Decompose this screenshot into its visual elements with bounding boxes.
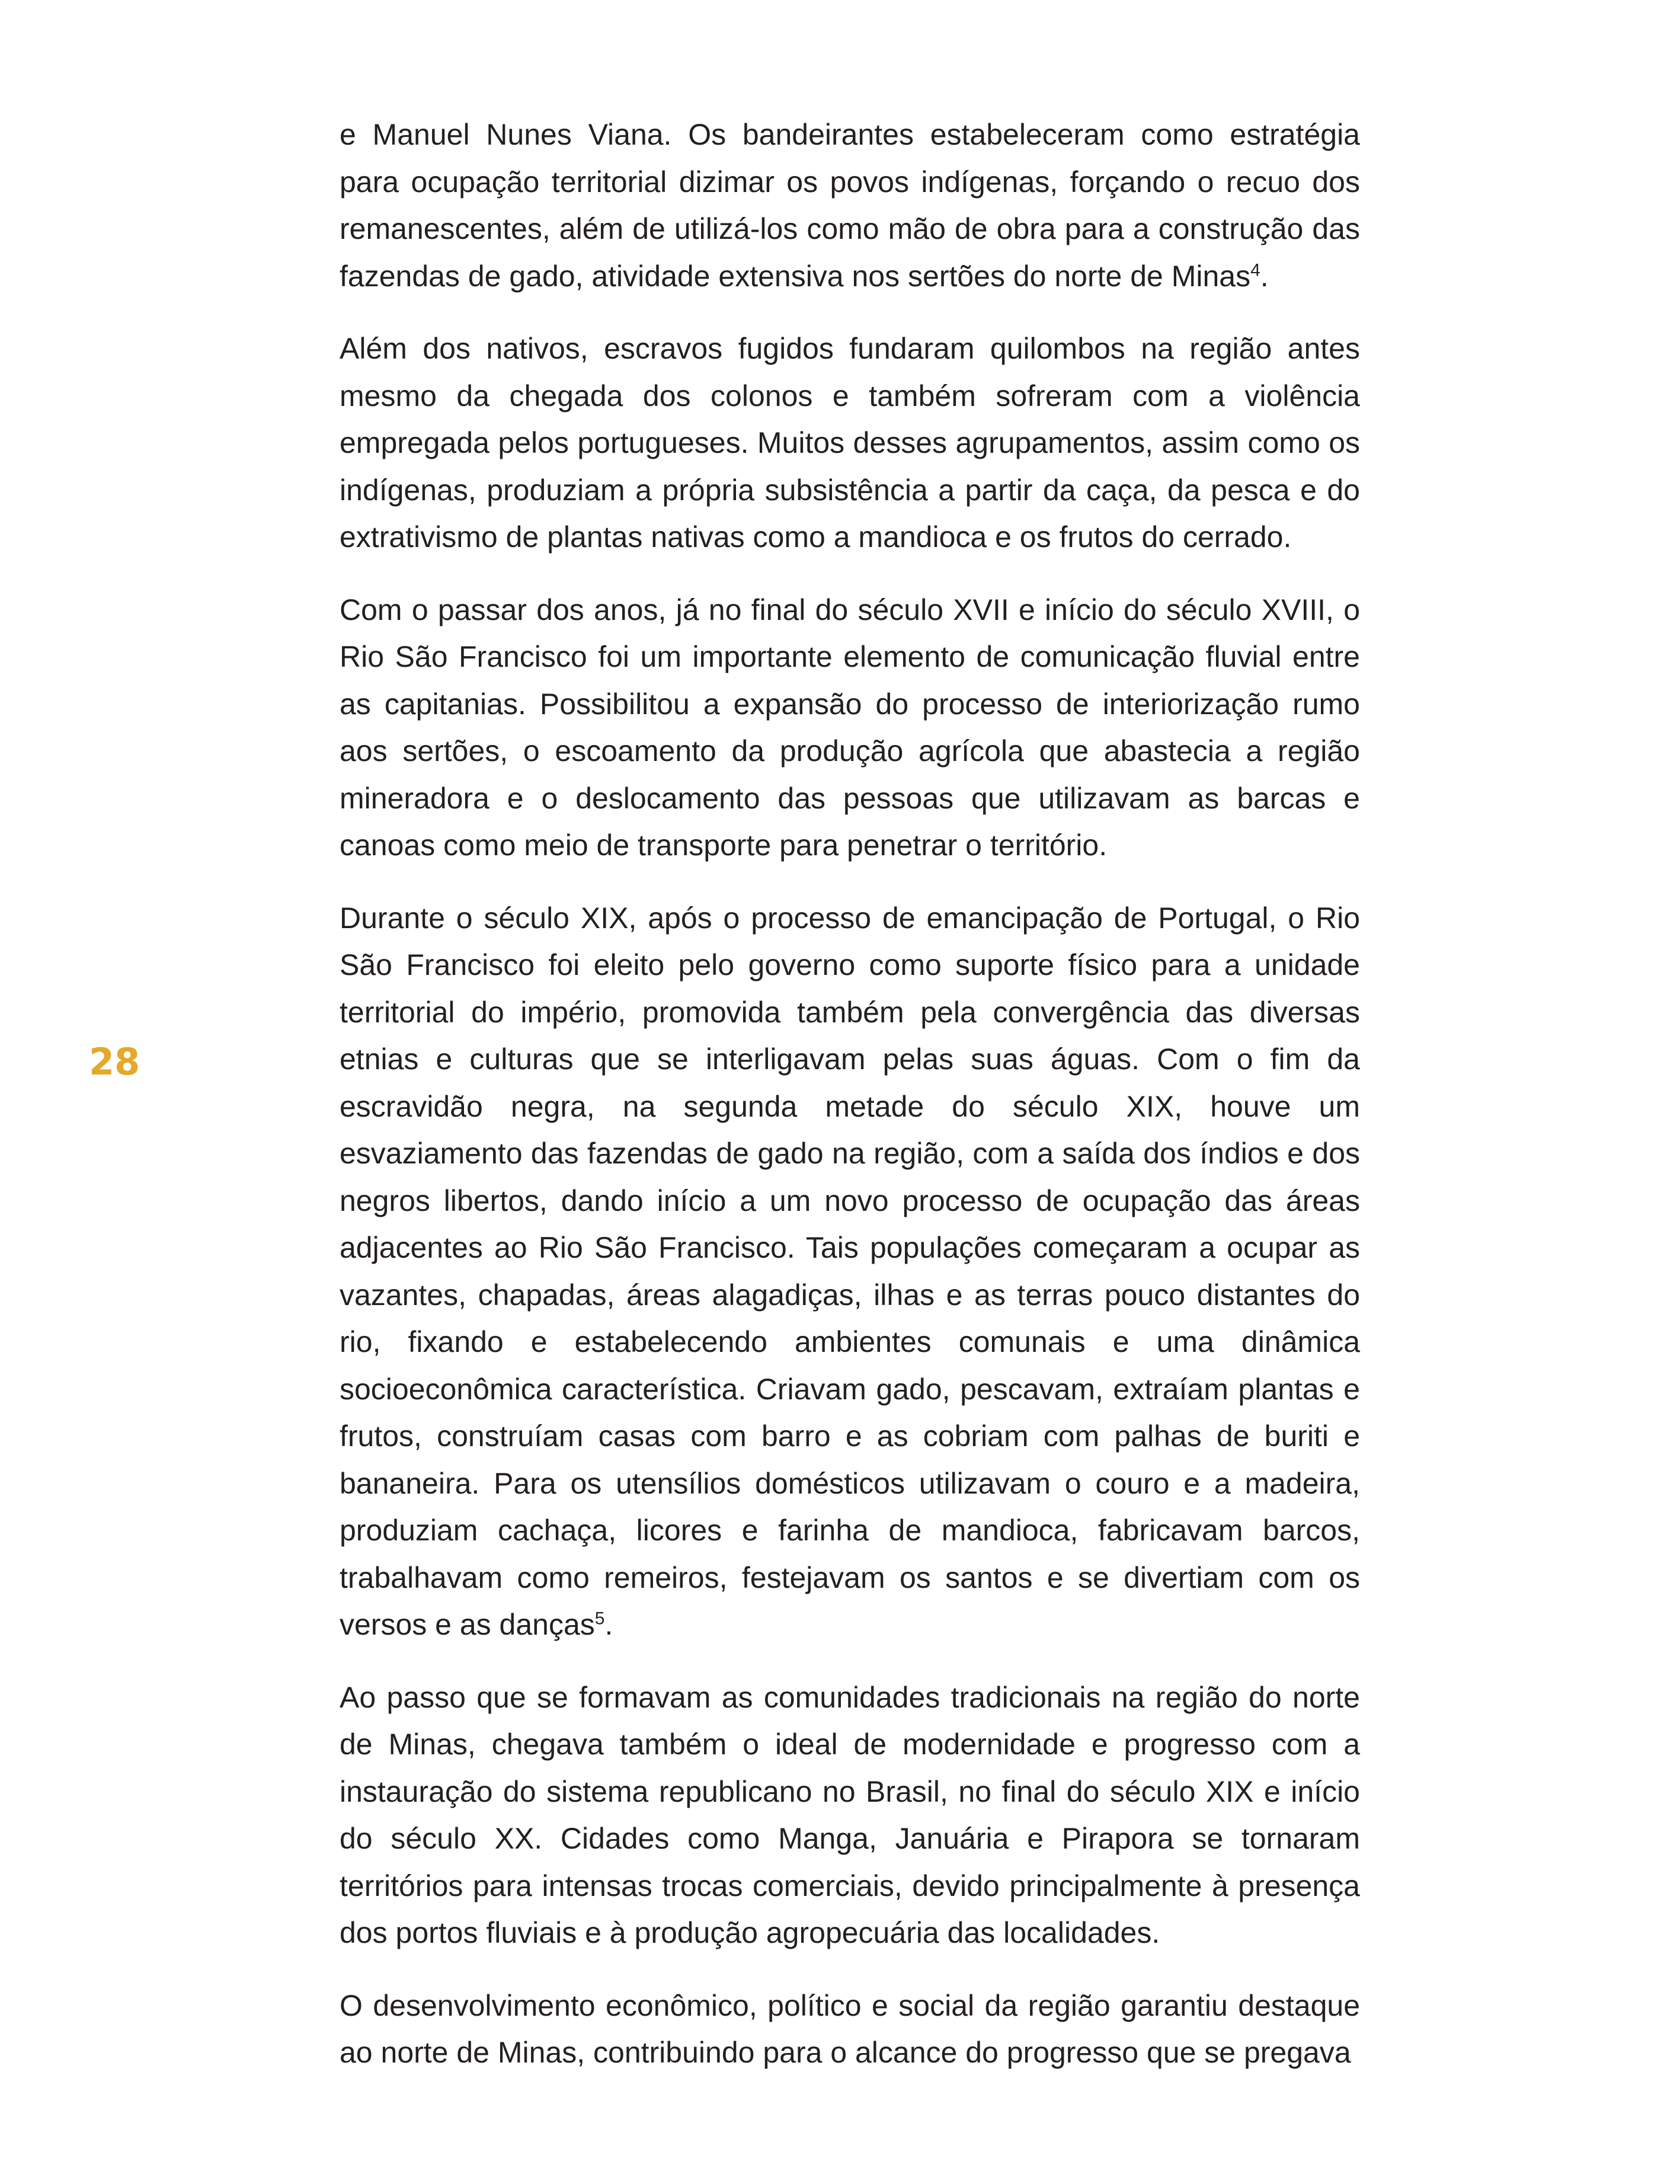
paragraph-1 [340, 111, 1360, 300]
body-text [340, 111, 1360, 2077]
footnote-reference-5[interactable]: 5 [594, 1609, 605, 1629]
paragraph-6 [340, 1982, 1360, 2077]
page-number: 28 [89, 1040, 140, 1083]
paragraph-text: O desenvolvimento econômico, político e social da região garantiu destaque ao norte de Minas, contribuindo para o alcance do progresso que se pregava [340, 1988, 1360, 2069]
footnote-reference-4[interactable]: 4 [1250, 260, 1260, 280]
paragraph-end-punctuation: . [604, 1608, 613, 1641]
paragraph-text: e Manuel Nunes Viana. Os bandeirantes estabeleceram como estratégia para ocupação territorial dizimar os povos indígenas, forçando o recuo dos remanescentes, além de utilizá-los como mão de obra para a construção das fazendas de gado, atividade extensiva nos sertões do norte de Minas [340, 118, 1360, 293]
paragraph-5 [340, 1674, 1360, 1957]
paragraph-2 [340, 325, 1360, 561]
paragraph-text: Além dos nativos, escravos fugidos fundaram quilombos na região antes mesmo da chegada dos colonos e também sofreram com a violência empregada pelos portugueses. Muitos desses agrupamentos, assim como os indígenas, produziam a própria subsistência a partir da caça, da pesca e do extrativismo de plantas nativas como a mandioca e os frutos do cerrado. [340, 332, 1360, 554]
paragraph-4 [340, 895, 1360, 1649]
paragraph-end-punctuation: . [1260, 259, 1269, 293]
paragraph-text: Com o passar dos anos, já no final do século XVII e início do século XVIII, o Rio São Francisco foi um importante elemento de comunicação fluvial entre as capitanias. Possibilitou a expansão do processo de interiorização rumo aos sertões, o escoamento da produção agrícola que abastecia a região mineradora e o deslocamento das pessoas que utilizavam as barcas e canoas como meio de transporte para penetrar o território. [340, 593, 1360, 862]
paragraph-3 [340, 587, 1360, 869]
paragraph-text: Durante o século XIX, após o processo de emancipação de Portugal, o Rio São Francisco foi eleito pelo governo como suporte físico para a unidade territorial do império, promovida também pela convergência das diversas etnias e culturas que se interligavam pelas suas águas. Com o fim da escravidão negra, na segunda metade do século XIX, houve um esvaziamento das fazendas de gado na região, com a saída dos índios e dos negros libertos, dando início a um novo processo de ocupação das áreas adjacentes ao Rio São Francisco. Tais populações começaram a ocupar as vazantes, chapadas, áreas alagadiças, ilhas e as terras pouco distantes do rio, fixando e estabelecendo ambientes comunais e uma dinâmica socioeconômica característica. Criavam gado, pescavam, extraíam plantas e frutos, construíam casas com barro e as cobriam com palhas de buriti e bananeira. Para os utensílios domésticos utilizavam o couro e a madeira, produziam cachaça, licores e farinha de mandioca, fabricavam barcos, trabalhavam como remeiros, festejavam os santos e se divertiam com os versos e as danças [340, 901, 1360, 1641]
paragraph-text: Ao passo que se formavam as comunidades tradicionais na região do norte de Minas, chegava também o ideal de modernidade e progresso com a instauração do sistema republicano no Brasil, no final do século XIX e início do século XX. Cidades como Manga, Januária e Pirapora se tornaram territórios para intensas trocas comerciais, devido principalmente à presença dos portos fluviais e à produção agropecuária das localidades. [340, 1680, 1360, 1949]
